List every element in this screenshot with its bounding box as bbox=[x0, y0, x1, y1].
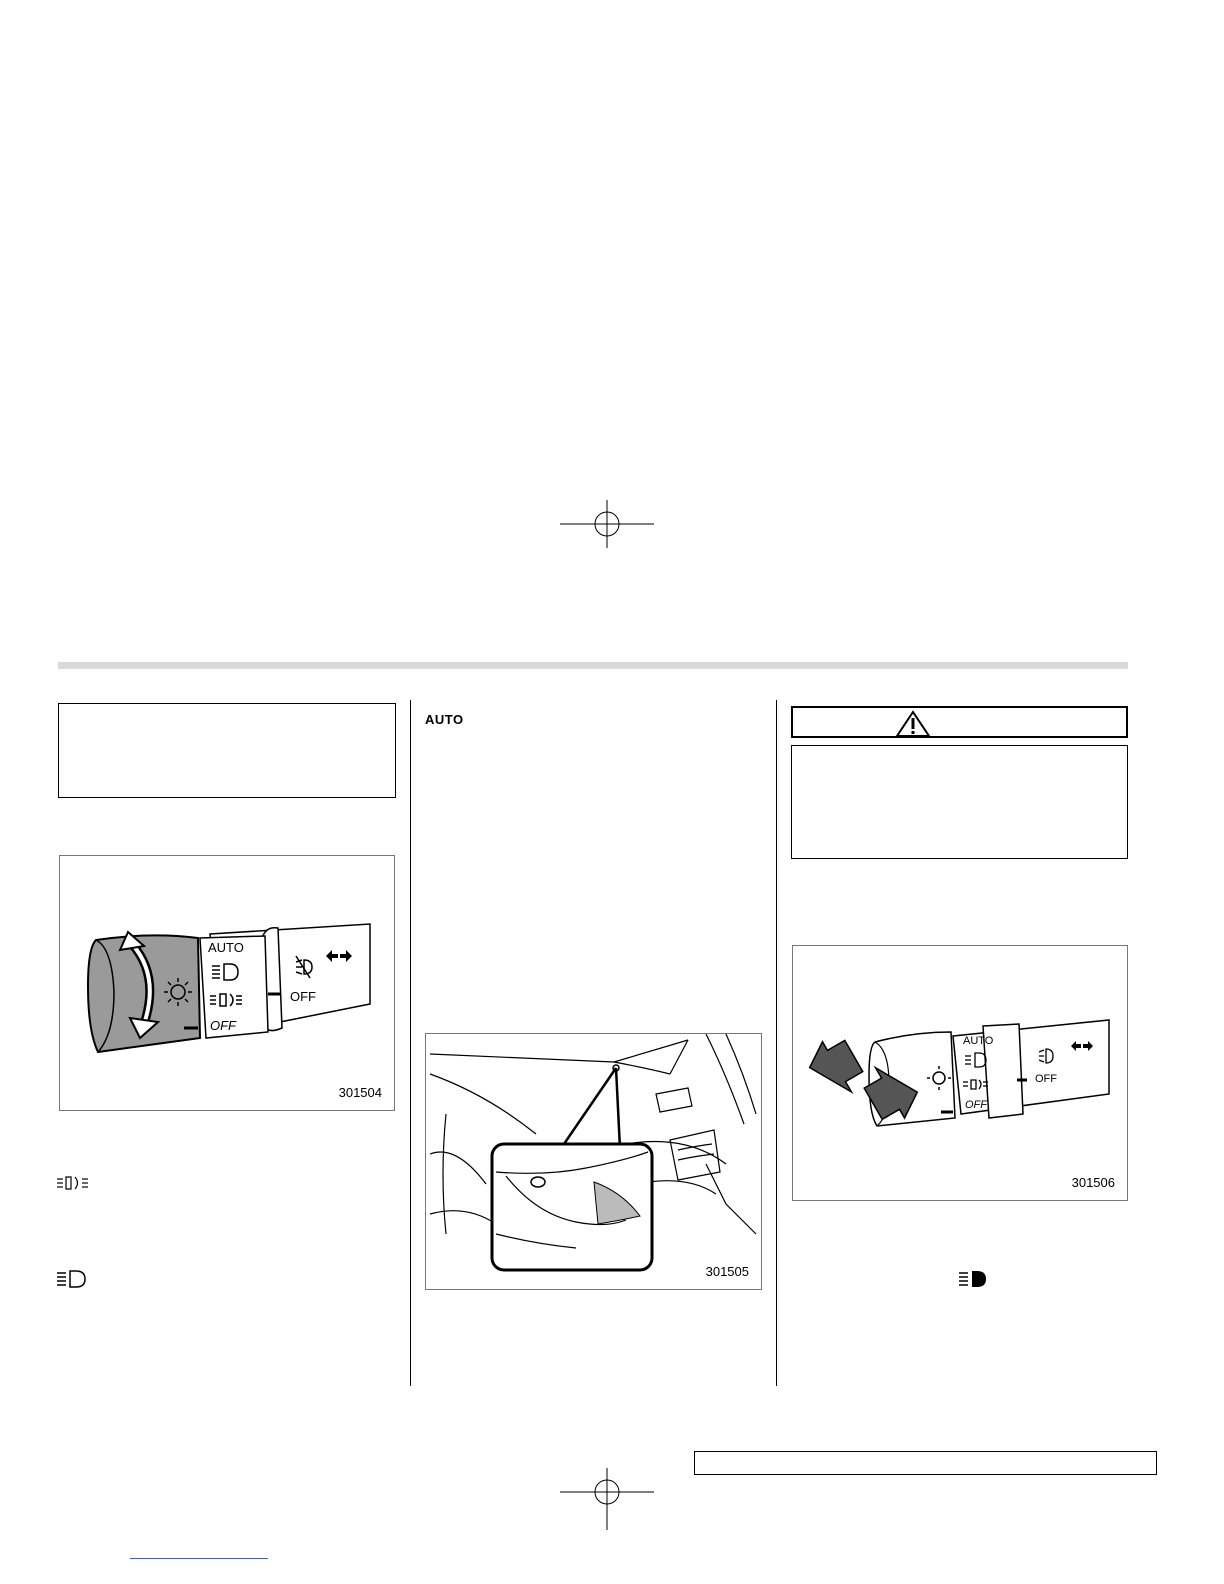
light-switch-pull-illustration bbox=[793, 946, 1128, 1201]
figure-light-switch-rotate bbox=[59, 855, 395, 1111]
high-beam-icon bbox=[958, 1270, 988, 1288]
figure-light-switch-pull bbox=[792, 945, 1128, 1201]
column-divider bbox=[410, 700, 411, 1386]
footer-link-underline bbox=[130, 1558, 268, 1559]
parking-light-icon bbox=[56, 1176, 90, 1190]
figure-light-sensor bbox=[425, 1033, 762, 1290]
figure-number: 301505 bbox=[705, 1264, 749, 1279]
off-outer-label: OFF bbox=[290, 989, 316, 1004]
auto-label: AUTO bbox=[425, 712, 464, 727]
header-rule bbox=[58, 662, 1128, 669]
off-outer-label: OFF bbox=[1035, 1073, 1057, 1085]
note-box bbox=[58, 703, 396, 798]
auto-position-label: AUTO bbox=[963, 1035, 994, 1047]
auto-position-label: AUTO bbox=[208, 940, 244, 955]
off-position-label: OFF bbox=[965, 1099, 987, 1111]
warning-icon bbox=[895, 710, 931, 738]
crop-mark-icon bbox=[560, 1468, 660, 1532]
warning-box bbox=[791, 745, 1128, 859]
dashboard-sensor-illustration bbox=[426, 1034, 762, 1290]
off-position-label: OFF bbox=[210, 1018, 236, 1033]
warning-header bbox=[791, 706, 1128, 738]
column-divider bbox=[776, 700, 777, 1386]
figure-number: 301506 bbox=[1071, 1175, 1115, 1190]
crop-mark-icon bbox=[560, 500, 660, 552]
light-switch-illustration bbox=[60, 856, 395, 1111]
figure-number: 301504 bbox=[338, 1085, 382, 1100]
footer-box bbox=[694, 1451, 1157, 1475]
headlight-icon bbox=[56, 1270, 88, 1288]
